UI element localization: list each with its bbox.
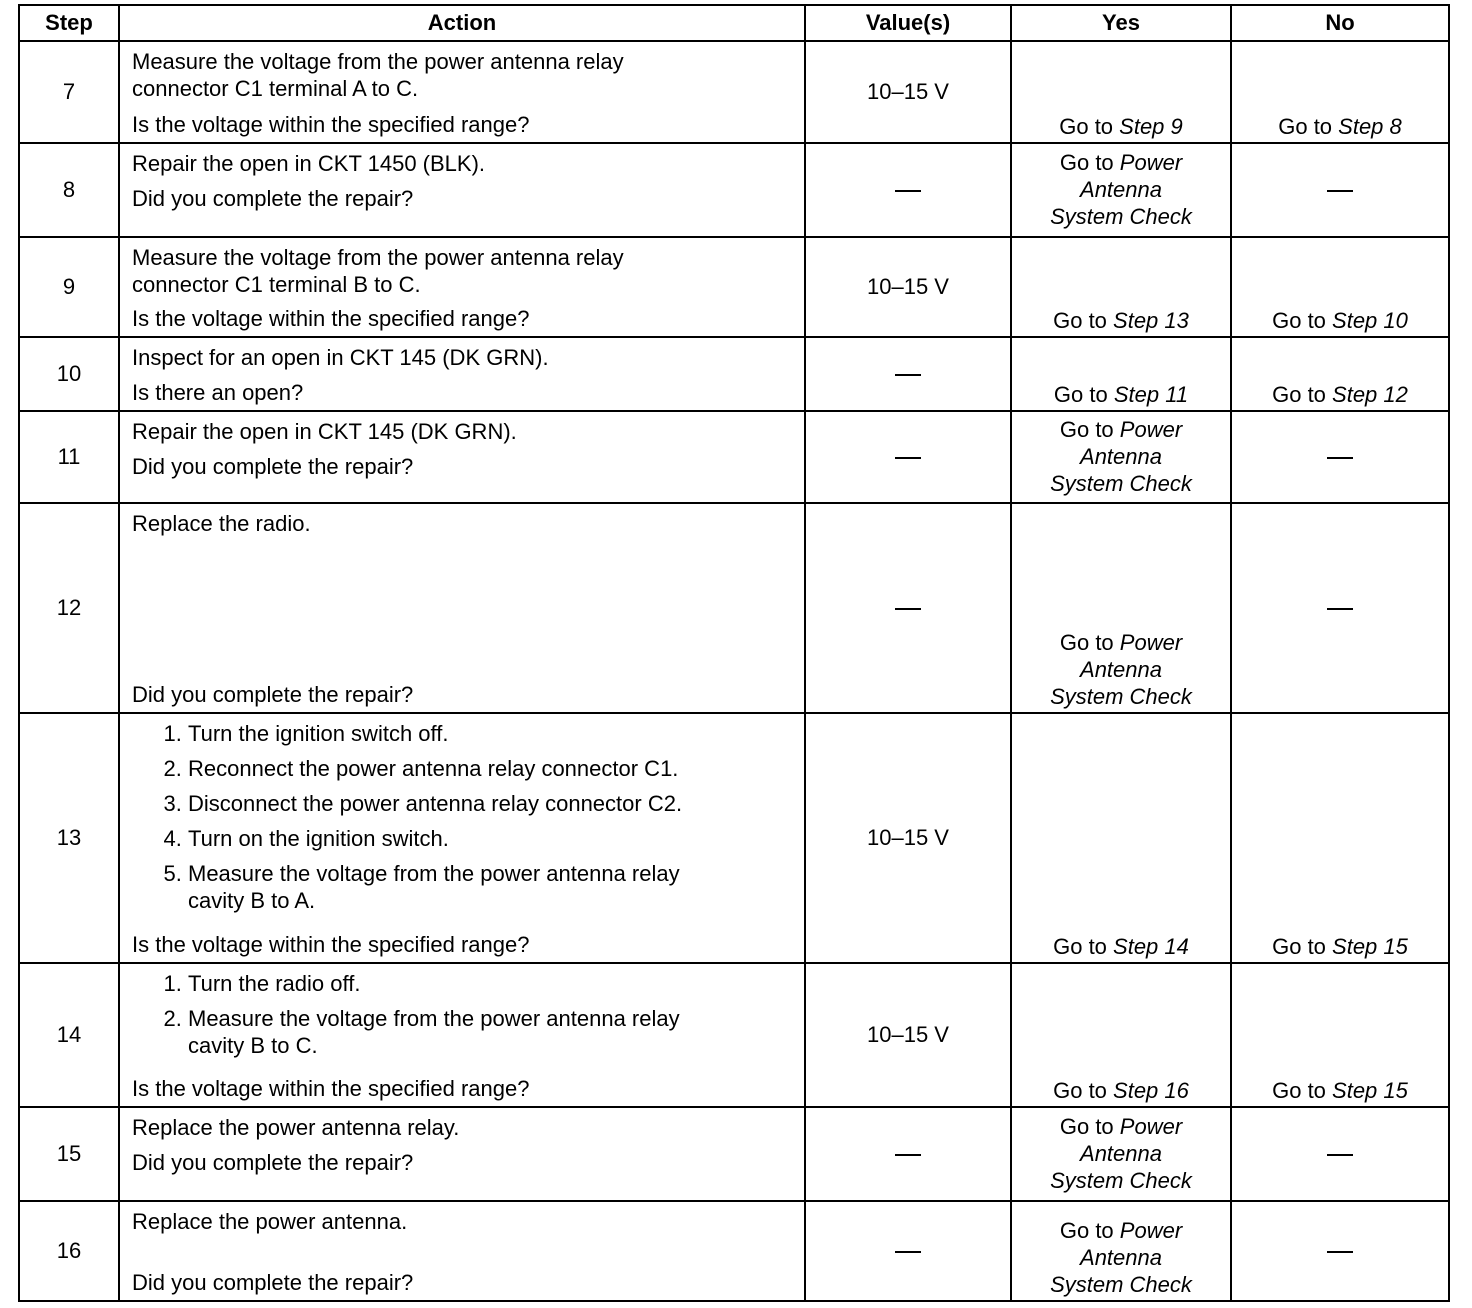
yes-target: Step 16 — [1113, 1078, 1189, 1103]
action-question: Did you complete the repair? — [132, 1270, 414, 1295]
table-row — [19, 337, 1449, 411]
no-target: Step 12 — [1332, 382, 1408, 407]
yes-cell — [1011, 1107, 1231, 1201]
table-row — [19, 963, 1449, 1107]
table-row — [19, 1201, 1449, 1301]
yes-prefix: Go to — [1053, 934, 1114, 959]
action-cell — [119, 237, 805, 337]
value-cell — [805, 143, 1011, 237]
action-question: Is the voltage within the specified range? — [132, 112, 530, 137]
no-dash — [1327, 190, 1353, 192]
list-item: 1. Turn the ignition switch off. — [188, 720, 794, 747]
no-prefix: Go to — [1272, 308, 1333, 333]
value-cell: 10–15 V — [805, 237, 1011, 337]
header-action: Action — [119, 5, 805, 41]
no-prefix: Go to — [1272, 1078, 1333, 1103]
no-target: Step 8 — [1338, 114, 1402, 139]
list-item: 4. Turn on the ignition switch. — [188, 825, 794, 852]
yes-target: Power Antenna System Check — [1050, 1113, 1192, 1193]
value-dash — [895, 374, 921, 376]
list-item: 2. Reconnect the power antenna relay connector C1. — [188, 755, 794, 782]
step-number: 7 — [19, 41, 119, 143]
table-row — [19, 143, 1449, 237]
value-cell: 10–15 V — [805, 713, 1011, 963]
action-question: Is there an open? — [132, 380, 304, 405]
action-text: Replace the radio. — [132, 511, 311, 536]
action-question: Is the voltage within the specified range? — [132, 1076, 530, 1101]
no-dash — [1327, 1251, 1353, 1253]
no-dash — [1327, 1154, 1353, 1156]
header-no: No — [1231, 5, 1449, 41]
no-cell — [1231, 713, 1449, 963]
value-dash — [895, 190, 921, 192]
action-question: Did you complete the repair? — [132, 186, 414, 211]
action-cell — [119, 713, 805, 963]
no-prefix: Go to — [1272, 382, 1333, 407]
action-cell — [119, 41, 805, 143]
no-target: Step 10 — [1332, 308, 1408, 333]
yes-cell — [1011, 411, 1231, 503]
action-text: Measure the voltage from the power antenna relay connector C1 terminal B to C. — [132, 245, 624, 297]
step-number: 10 — [19, 337, 119, 411]
yes-target: Step 14 — [1113, 934, 1189, 959]
yes-target: Step 13 — [1113, 308, 1189, 333]
table-row — [19, 411, 1449, 503]
header-values: Value(s) — [805, 5, 1011, 41]
action-text: Repair the open in CKT 1450 (BLK). — [132, 151, 486, 176]
action-text: Inspect for an open in CKT 145 (DK GRN). — [132, 345, 549, 370]
table-row — [19, 237, 1449, 337]
yes-prefix: Go to — [1059, 630, 1120, 655]
yes-target: Power Antenna System Check — [1050, 416, 1192, 496]
no-cell — [1231, 503, 1449, 713]
action-cell — [119, 963, 805, 1107]
action-cell — [119, 411, 805, 503]
yes-cell — [1011, 237, 1231, 337]
action-text: Replace the power antenna. — [132, 1209, 408, 1234]
yes-target: Power Antenna System Check — [1050, 630, 1192, 709]
yes-target: Power Antenna System Check — [1050, 149, 1192, 229]
diagnostic-table — [18, 4, 1450, 1302]
action-question: Did you complete the repair? — [132, 1150, 414, 1175]
step-number: 11 — [19, 411, 119, 503]
no-prefix: Go to — [1278, 114, 1339, 139]
table-row — [19, 1107, 1449, 1201]
value-cell — [805, 337, 1011, 411]
value-cell — [805, 1201, 1011, 1301]
yes-target: Step 9 — [1119, 114, 1183, 139]
value-cell: 10–15 V — [805, 963, 1011, 1107]
yes-cell — [1011, 963, 1231, 1107]
action-text: Replace the power antenna relay. — [132, 1115, 460, 1140]
value-dash — [895, 1251, 921, 1253]
action-text: Repair the open in CKT 145 (DK GRN). — [132, 419, 517, 444]
step-number: 13 — [19, 713, 119, 963]
yes-prefix: Go to — [1053, 382, 1114, 407]
value-cell: 10–15 V — [805, 41, 1011, 143]
no-dash — [1327, 457, 1353, 459]
list-item: 5. Measure the voltage from the power antenna relay cavity B to A. — [188, 860, 794, 914]
header-row — [19, 5, 1449, 41]
yes-prefix: Go to — [1059, 1113, 1120, 1139]
no-target: Step 15 — [1332, 934, 1408, 959]
no-cell — [1231, 1107, 1449, 1201]
action-cell — [119, 1107, 805, 1201]
yes-prefix: Go to — [1059, 149, 1120, 175]
no-cell — [1231, 337, 1449, 411]
action-question: Is the voltage within the specified range? — [132, 306, 530, 331]
action-question: Did you complete the repair? — [132, 454, 414, 479]
action-question: Did you complete the repair? — [132, 682, 414, 707]
no-cell — [1231, 1201, 1449, 1301]
no-cell — [1231, 143, 1449, 237]
action-text: Measure the voltage from the power antenna relay connector C1 terminal A to C. — [132, 49, 624, 101]
action-question: Is the voltage within the specified range? — [132, 932, 530, 957]
list-item: 1. Turn the radio off. — [188, 970, 794, 997]
action-cell — [119, 503, 805, 713]
yes-target: Step 11 — [1113, 382, 1189, 407]
value-cell — [805, 1107, 1011, 1201]
no-cell — [1231, 963, 1449, 1107]
step-number: 15 — [19, 1107, 119, 1201]
value-dash — [895, 1154, 921, 1156]
yes-cell — [1011, 713, 1231, 963]
step-number: 16 — [19, 1201, 119, 1301]
yes-prefix: Go to — [1053, 308, 1114, 333]
table-row — [19, 503, 1449, 713]
no-cell — [1231, 237, 1449, 337]
value-dash — [895, 608, 921, 610]
no-cell — [1231, 41, 1449, 143]
yes-cell — [1011, 337, 1231, 411]
yes-cell — [1011, 1201, 1231, 1301]
yes-prefix: Go to — [1053, 1078, 1114, 1103]
action-steps-list — [132, 720, 794, 920]
step-number: 8 — [19, 143, 119, 237]
no-dash — [1327, 608, 1353, 610]
yes-cell — [1011, 143, 1231, 237]
action-steps-list — [132, 970, 794, 1065]
yes-cell — [1011, 41, 1231, 143]
step-number: 9 — [19, 237, 119, 337]
no-prefix: Go to — [1272, 934, 1333, 959]
list-item: 3. Disconnect the power antenna relay connector C2. — [188, 790, 794, 817]
yes-target: Power Antenna System Check — [1050, 1218, 1192, 1297]
yes-prefix: Go to — [1059, 416, 1120, 442]
table-row — [19, 713, 1449, 963]
no-cell — [1231, 411, 1449, 503]
action-cell — [119, 143, 805, 237]
action-cell — [119, 1201, 805, 1301]
yes-prefix: Go to — [1059, 1218, 1120, 1243]
value-cell — [805, 411, 1011, 503]
yes-prefix: Go to — [1059, 114, 1120, 139]
list-item: 2. Measure the voltage from the power antenna relay cavity B to C. — [188, 1005, 794, 1059]
action-cell — [119, 337, 805, 411]
header-yes: Yes — [1011, 5, 1231, 41]
table-row — [19, 41, 1449, 143]
yes-cell — [1011, 503, 1231, 713]
no-target: Step 15 — [1332, 1078, 1408, 1103]
step-number: 14 — [19, 963, 119, 1107]
step-number: 12 — [19, 503, 119, 713]
header-step: Step — [19, 5, 119, 41]
value-cell — [805, 503, 1011, 713]
value-dash — [895, 457, 921, 459]
